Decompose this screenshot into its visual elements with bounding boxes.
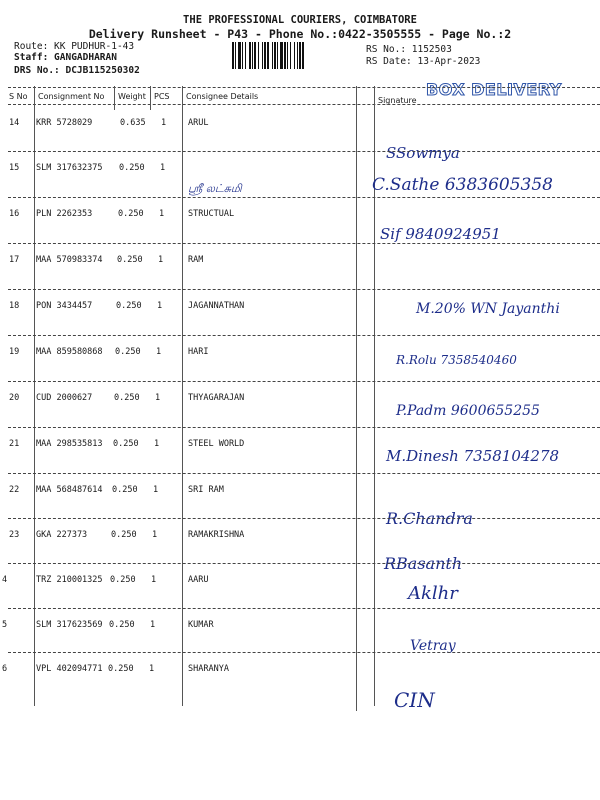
row-weight: 0.635 bbox=[120, 118, 146, 128]
rs-number: RS No.: 1152503 bbox=[366, 44, 452, 55]
row-consignment-no: GKA 227373 bbox=[36, 530, 88, 540]
row-sno: 4 bbox=[2, 575, 8, 585]
row-divider bbox=[8, 243, 600, 244]
row-pcs: 1 bbox=[158, 255, 164, 265]
row-sno: 16 bbox=[9, 209, 20, 219]
row-divider bbox=[8, 473, 600, 474]
row-sno: 22 bbox=[9, 485, 20, 495]
row-pcs: 1 bbox=[150, 620, 156, 630]
row-sno: 17 bbox=[9, 255, 20, 265]
company-name: THE PROFESSIONAL COURIERS, COIMBATORE bbox=[183, 14, 417, 26]
col-header-pcs: PCS bbox=[154, 92, 170, 101]
row-consignment-no: PON 3434457 bbox=[36, 301, 93, 311]
row-consignee: AARU bbox=[188, 575, 209, 585]
col-divider bbox=[114, 86, 115, 110]
row-sno: 23 bbox=[9, 530, 20, 540]
row-consignee: STRUCTUAL bbox=[188, 209, 235, 219]
row-consignment-no: VPL 402094771 bbox=[36, 664, 103, 674]
row-divider bbox=[8, 608, 600, 609]
col-header-weight: Weight bbox=[118, 92, 146, 101]
row-consignee: STEEL WORLD bbox=[188, 439, 245, 449]
row-pcs: 1 bbox=[157, 301, 163, 311]
col-divider bbox=[182, 86, 183, 706]
row-sno: 18 bbox=[9, 301, 20, 311]
row-sno: 6 bbox=[2, 664, 8, 674]
row-divider bbox=[8, 151, 600, 152]
row-consignee: RAM bbox=[188, 255, 204, 265]
row-signature: Sif 9840924951 bbox=[380, 225, 501, 243]
row-signature: SSowmya bbox=[386, 144, 460, 162]
row-consignment-no: MAA 859580868 bbox=[36, 347, 103, 357]
row-weight: 0.250 bbox=[114, 393, 140, 403]
row-divider bbox=[8, 335, 600, 336]
row-divider bbox=[8, 427, 600, 428]
row-consignee: KUMAR bbox=[188, 620, 214, 630]
row-signature: P.Padm 9600655255 bbox=[396, 403, 540, 419]
row-consignee: RAMAKRISHNA bbox=[188, 530, 245, 540]
row-signature: Vetray bbox=[410, 638, 456, 654]
col-divider bbox=[34, 86, 35, 706]
header-bottom-rule bbox=[8, 104, 600, 105]
row-pcs: 1 bbox=[152, 530, 158, 540]
row-weight: 0.250 bbox=[113, 439, 139, 449]
row-consignee: HARI bbox=[188, 347, 209, 357]
row-pcs: 1 bbox=[160, 163, 166, 173]
row-consignment-no: KRR 5728029 bbox=[36, 118, 93, 128]
row-weight: 0.250 bbox=[112, 485, 138, 495]
row-sno: 19 bbox=[9, 347, 20, 357]
row-weight: 0.250 bbox=[110, 575, 136, 585]
runsheet-title: Delivery Runsheet - P43 - Phone No.:0422-3505555 - Page No.:2 bbox=[88, 27, 512, 41]
row-signature: RBasanth bbox=[384, 554, 463, 573]
box-delivery-stamp: BOX DELIVERY bbox=[426, 80, 562, 99]
row-sno: 15 bbox=[9, 163, 20, 173]
route-label: Route: KK PUDHUR-1-43 bbox=[14, 41, 135, 52]
row-signature: Aklhr bbox=[408, 583, 458, 604]
row-signature: R.Rolu 7358540460 bbox=[396, 353, 517, 367]
row-divider bbox=[8, 381, 600, 382]
row-divider bbox=[8, 563, 600, 564]
row-consignment-no: SLM 317632375 bbox=[36, 163, 103, 173]
row-sno: 5 bbox=[2, 620, 8, 630]
barcode-image bbox=[232, 42, 360, 69]
row-sno: 21 bbox=[9, 439, 20, 449]
row-weight: 0.250 bbox=[118, 209, 144, 219]
row-consignment-no: TRZ 210001325 bbox=[36, 575, 103, 585]
row-consignment-no: MAA 298535813 bbox=[36, 439, 103, 449]
row-sno: 20 bbox=[9, 393, 20, 403]
drs-number: DRS No.: DCJB115250302 bbox=[14, 65, 140, 76]
row-divider bbox=[8, 197, 600, 198]
row-pcs: 1 bbox=[149, 664, 155, 674]
staff-label: Staff: GANGADHARAN bbox=[14, 52, 117, 63]
row-weight: 0.250 bbox=[116, 301, 142, 311]
row-sno: 14 bbox=[9, 118, 20, 128]
header-top-rule bbox=[8, 87, 600, 88]
col-divider bbox=[356, 86, 357, 711]
row-divider bbox=[8, 289, 600, 290]
row-pcs: 1 bbox=[161, 118, 167, 128]
row-consignment-no: MAA 568487614 bbox=[36, 485, 103, 495]
row-consignee: SHARANYA bbox=[188, 664, 229, 674]
col-divider bbox=[150, 86, 151, 110]
row-consignee: JAGANNATHAN bbox=[188, 301, 245, 311]
row-pcs: 1 bbox=[153, 485, 159, 495]
row-pcs: 1 bbox=[159, 209, 165, 219]
row-consignment-no: CUD 2000627 bbox=[36, 393, 93, 403]
col-header-consignee: Consignee Details bbox=[186, 92, 259, 101]
row-consignee: ARUL bbox=[188, 118, 209, 128]
row-signature: R.Chandra bbox=[386, 509, 473, 528]
row-consignment-no: MAA 570983374 bbox=[36, 255, 103, 265]
row-weight: 0.250 bbox=[115, 347, 141, 357]
row-pcs: 1 bbox=[156, 347, 162, 357]
col-header-consignment: Consignment No bbox=[38, 92, 105, 101]
row-divider bbox=[8, 518, 600, 519]
row-pcs: 1 bbox=[154, 439, 160, 449]
row-consignment-no: SLM 317623569 bbox=[36, 620, 103, 630]
row-pcs: 1 bbox=[155, 393, 161, 403]
row-pcs: 1 bbox=[151, 575, 157, 585]
row-signature: CIN bbox=[394, 688, 435, 712]
rs-date: RS Date: 13-Apr-2023 bbox=[366, 56, 481, 67]
col-header-sno: S No bbox=[9, 92, 28, 101]
row-consignee: SRI RAM bbox=[188, 485, 224, 495]
row-consignee: THYAGARAJAN bbox=[188, 393, 245, 403]
col-header-signature: Signature bbox=[378, 96, 417, 105]
row-divider bbox=[8, 652, 600, 653]
row-weight: 0.250 bbox=[111, 530, 137, 540]
row-signature: M.Dinesh 7358104278 bbox=[386, 447, 560, 465]
row-weight: 0.250 bbox=[117, 255, 143, 265]
row-consignment-no: PLN 2262353 bbox=[36, 209, 93, 219]
row-signature: M.20% WN Jayanthi bbox=[416, 301, 560, 317]
row-weight: 0.250 bbox=[119, 163, 145, 173]
handwritten-consignee: ஸ்ரீ லட்சுமி bbox=[188, 182, 242, 195]
row-signature: C.Sathe 6383605358 bbox=[372, 175, 553, 195]
row-weight: 0.250 bbox=[109, 620, 135, 630]
row-weight: 0.250 bbox=[108, 664, 134, 674]
